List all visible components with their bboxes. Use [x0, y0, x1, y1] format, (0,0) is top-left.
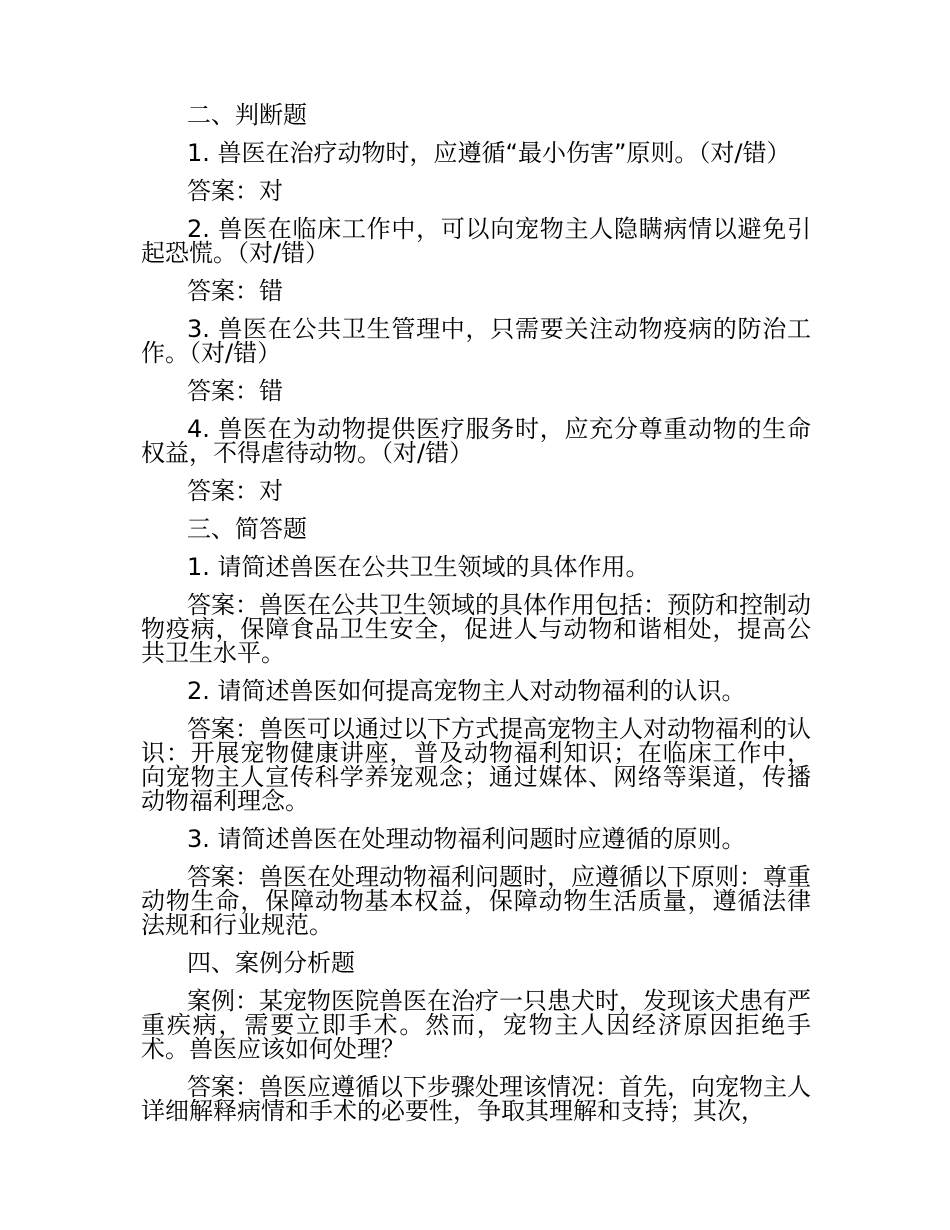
answer-tf-2: 答案：错 — [187, 277, 283, 305]
section-heading-true-false: 二、判断题 — [187, 101, 307, 129]
answer-sa-2: 答案：兽医可以通过以下方式提高宠物主人对动物福利的认识：开展宠物健康讲座，普及动物福利知识；在临床工作中，向宠物主人宣传科学养宠观念；通过媒体、网络等渠道，传播动物福利理念。 — [141, 715, 811, 815]
answer-tf-4: 答案：对 — [187, 477, 283, 505]
section-heading-case-analysis: 四、案例分析题 — [187, 949, 355, 977]
question-sa-3: 3. 请简述兽医在处理动物福利问题时应遵循的原则。 — [187, 825, 746, 853]
section-heading-short-answer: 三、简答题 — [187, 515, 307, 543]
question-tf-2: 2. 兽医在临床工作中，可以向宠物主人隐瞒病情以避免引起恐慌。（对/错） — [141, 215, 811, 267]
answer-sa-1: 答案：兽医在公共卫生领域的具体作用包括：预防和控制动物疫病，保障食品卫生安全，促进人与动物和谐相处，提高公共卫生水平。 — [141, 591, 811, 667]
document-body — [141, 103, 811, 1137]
case-answer: 答案：兽医应遵循以下步骤处理该情况：首先，向宠物主人详细解释病情和手术的必要性，争取其理解和支持；其次， — [141, 1073, 811, 1125]
answer-sa-3: 答案：兽医在处理动物福利问题时，应遵循以下原则：尊重动物生命，保障动物基本权益，保障动物生活质量，遵循法律法规和行业规范。 — [141, 863, 811, 939]
answer-tf-3: 答案：错 — [187, 377, 283, 405]
question-tf-3: 3. 兽医在公共卫生管理中，只需要关注动物疫病的防治工作。（对/错） — [141, 315, 811, 367]
case-description: 案例：某宠物医院兽医在治疗一只患犬时，发现该犬患有严重疾病，需要立即手术。然而，宠物主人因经济原因拒绝手术。兽医应该如何处理？ — [141, 987, 811, 1063]
question-sa-1: 1. 请简述兽医在公共卫生领域的具体作用。 — [187, 553, 650, 581]
question-tf-1: 1. 兽医在治疗动物时，应遵循“最小伤害”原则。（对/错） — [187, 139, 791, 167]
question-tf-4: 4. 兽医在为动物提供医疗服务时，应充分尊重动物的生命权益，不得虐待动物。（对/错） — [141, 415, 811, 467]
answer-tf-1: 答案：对 — [187, 177, 283, 205]
question-sa-2: 2. 请简述兽医如何提高宠物主人对动物福利的认识。 — [187, 677, 746, 705]
